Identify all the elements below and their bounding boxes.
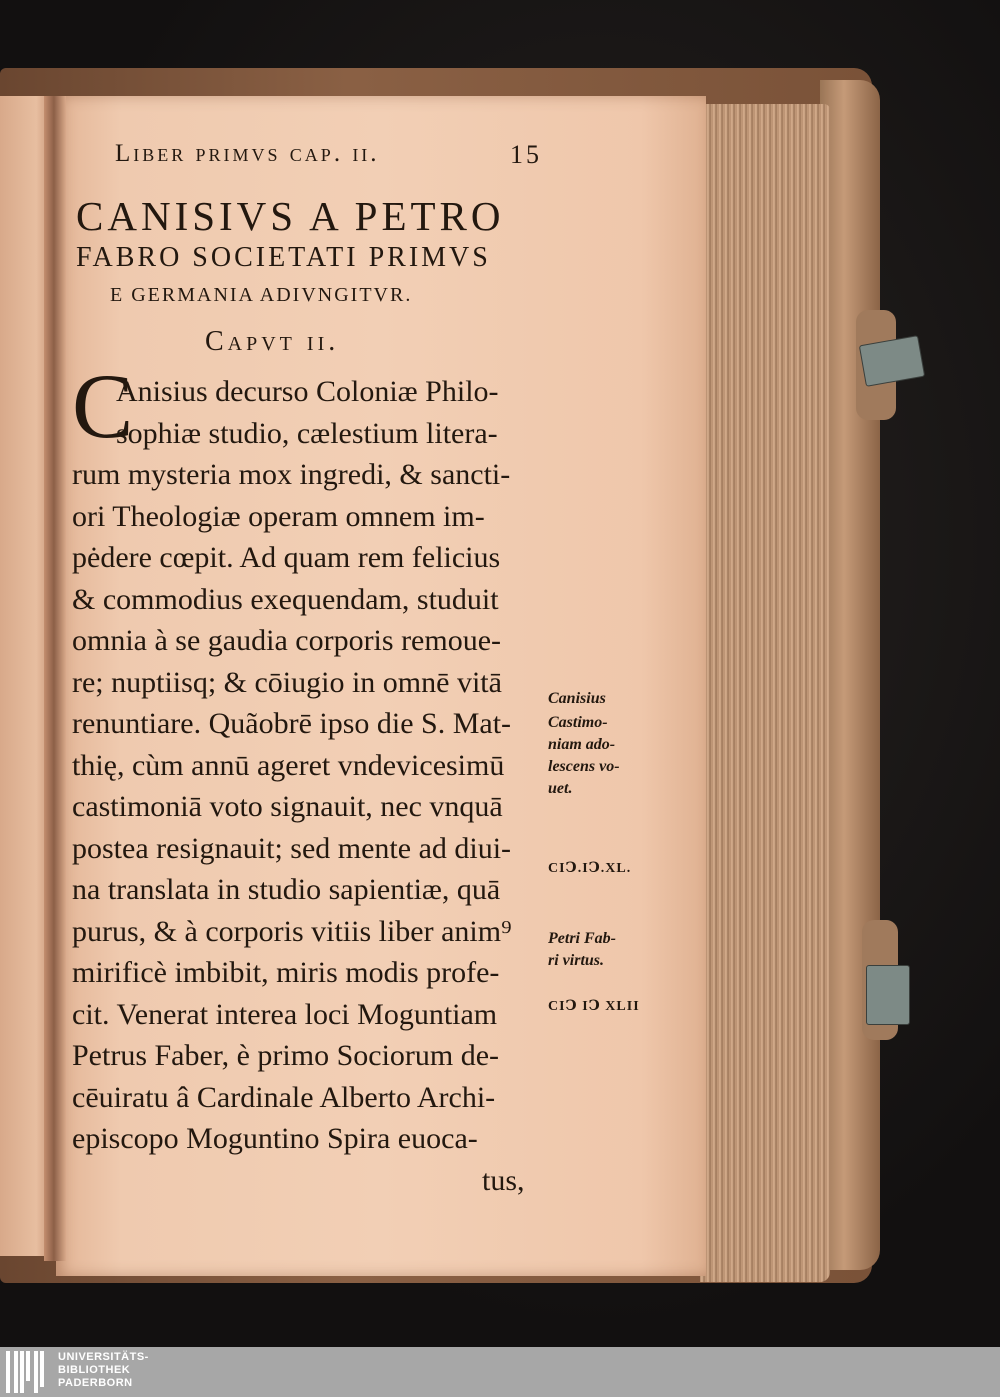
chapter-title-line-1: CANISIVS A PETRO: [76, 193, 505, 239]
library-name-line-2: BIBLIOTHEK: [58, 1364, 131, 1376]
chapter-title-line-2: FABRO SOCIETATI PRIMVS: [76, 242, 491, 273]
library-name-line-3: PADERBORN: [58, 1377, 133, 1389]
margin-note: niam ado-: [548, 736, 616, 753]
drop-capital: C: [72, 355, 134, 457]
margin-note: Castimo-: [548, 714, 608, 731]
text-line: Petrus Faber, è primo Sociorum de-: [72, 1039, 500, 1072]
library-name: [58, 1351, 149, 1390]
running-head-text: Liber primvs cap. ii.: [115, 140, 380, 167]
text-line: mirificè imbibit, miris modis profe-: [72, 956, 500, 989]
lower-clasp: [866, 965, 910, 1025]
margin-note: ri virtus.: [548, 952, 605, 969]
chapter-heading: Capvt ii.: [205, 326, 340, 357]
text-line: tus,: [482, 1163, 525, 1197]
text-line: Anisius decurso Coloniæ Philo-: [116, 375, 499, 408]
page-number: 15: [510, 140, 542, 169]
text-line: cit. Venerat interea loci Moguntiam: [72, 997, 498, 1031]
text-line: purus, & à corporis vitiis liber anim⁹: [72, 914, 512, 948]
text-line: sophiæ studio, cælestium litera-: [116, 416, 498, 450]
text-line: cēuiratu â Cardinale Alberto Archi-: [72, 1080, 496, 1114]
text-line: & commodius exequendam, studuit: [72, 582, 499, 616]
margin-note: uet.: [548, 780, 573, 797]
margin-note: CIↃ.IↃ.XL.: [548, 861, 632, 876]
library-banner: [0, 1347, 1000, 1397]
text-line: postea resignauit; sed mente ad diui-: [72, 831, 512, 865]
chapter-title-line-3: E GERMANIA ADIVNGITVR.: [110, 284, 413, 306]
text-line: rum mysteria mox ingredi, & sancti-: [72, 458, 511, 491]
margin-note: lescens vo-: [548, 758, 620, 775]
text-line: na translata in studio sapientiæ, quā: [72, 873, 501, 906]
text-line: thię, cùm annū ageret vndevicesimū: [72, 748, 505, 782]
margin-note: Canisius: [548, 690, 606, 707]
text-line: castimoniā voto signauit, nec vnquā: [72, 790, 503, 823]
margin-note: Petri Fab-: [548, 930, 616, 947]
text-line: episcopo Moguntino Spira euoca-: [72, 1122, 478, 1155]
running-head: [115, 140, 542, 169]
text-line: re; nuptiisq; & cōiugio in omnē vitā: [72, 665, 502, 699]
page-block-edges: [700, 104, 830, 1282]
book-gutter: [44, 96, 66, 1261]
text-line: ori Theologiæ operam omnem im-: [72, 499, 485, 533]
text-line: pėdere cœpit. Ad quam rem felicius: [72, 541, 501, 574]
text-line: omnia à se gaudia corporis remoue-: [72, 624, 502, 657]
margin-note: CIↃ IↃ XLII: [548, 999, 640, 1014]
library-name-line-1: UNIVERSITÄTS-: [58, 1351, 149, 1363]
library-logo-icon: [6, 1351, 52, 1393]
text-line: renuntiare. Quãobrē ipso die S. Mat-: [72, 707, 512, 740]
